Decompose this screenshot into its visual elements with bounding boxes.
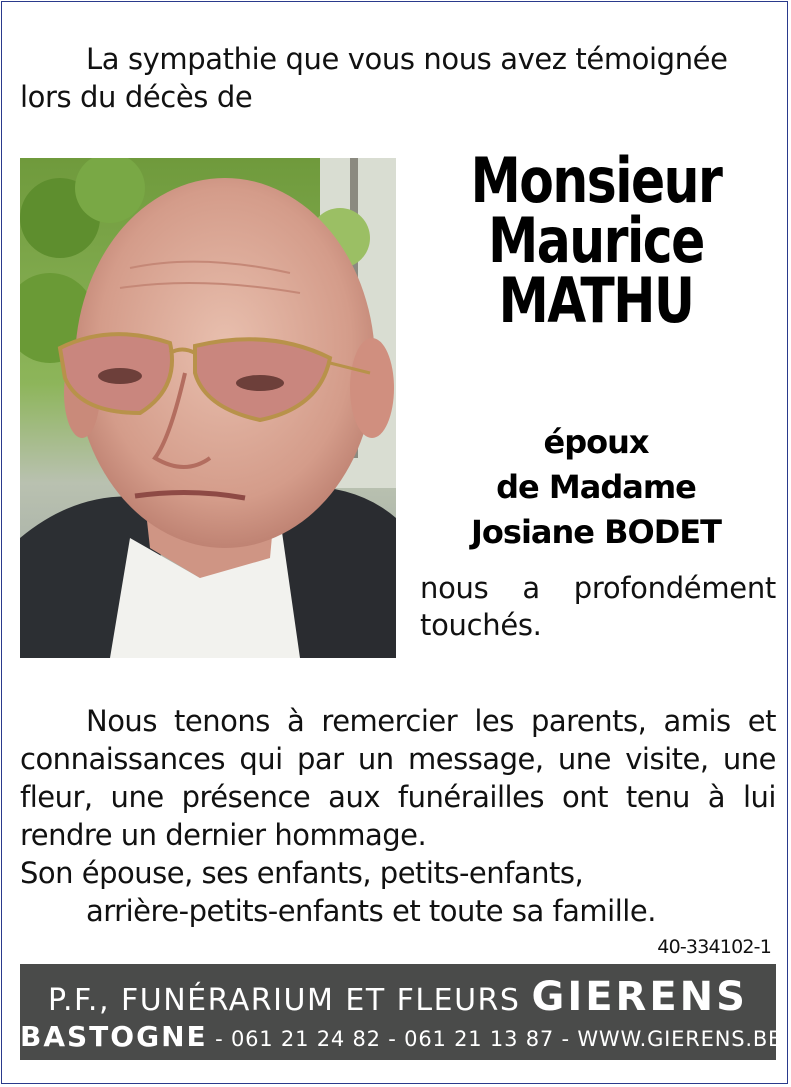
funeral-home-banner	[20, 964, 783, 1060]
deceased-title: Monsieur	[470, 145, 722, 218]
signature-line-1: Son épouse, ses enfants, petits-enfants,	[20, 856, 584, 890]
spouse-block	[410, 420, 782, 555]
spouse-line-2: de Madame	[496, 468, 696, 506]
funeral-home-brand: GIERENS	[531, 974, 748, 1020]
intro-text	[20, 40, 776, 116]
deceased-first-name: Maurice	[488, 205, 704, 278]
deceased-last-name: MATHU	[498, 265, 694, 338]
intro-line-1: La sympathie que vous nous avez témoignée	[86, 42, 728, 76]
funeral-home-name	[20, 974, 776, 1020]
obituary-card	[1, 1, 788, 1084]
thanks-paragraph: Nous tenons à remercier les parents, amis et connaissances qui par un message, une visite, une fleur, une présence aux funérailles ont tenu à lui rendre un dernier hommage.	[20, 704, 776, 852]
touched-text: nous a profondément touchés.	[420, 571, 776, 642]
funeral-home-contact	[20, 1020, 783, 1053]
reference-number: 40-334102-1	[657, 936, 771, 958]
funeral-home-city: BASTOGNE	[20, 1020, 208, 1053]
funeral-home-prefix: P.F., FUNÉRARIUM ET FLEURS	[48, 983, 521, 1018]
spouse-line-3: Josiane BODET	[471, 513, 721, 551]
signature	[20, 854, 776, 930]
spouse-line-1: époux	[543, 423, 649, 461]
intro-line-2: lors du décès de	[20, 80, 253, 114]
signature-line-2: arrière-petits-enfants et toute sa famille.	[86, 894, 656, 928]
portrait-photo	[20, 158, 396, 658]
deceased-name	[410, 145, 782, 338]
funeral-home-contact-details: - 061 21 24 82 - 061 21 13 87 - WWW.GIERENS.BE	[207, 1027, 783, 1051]
